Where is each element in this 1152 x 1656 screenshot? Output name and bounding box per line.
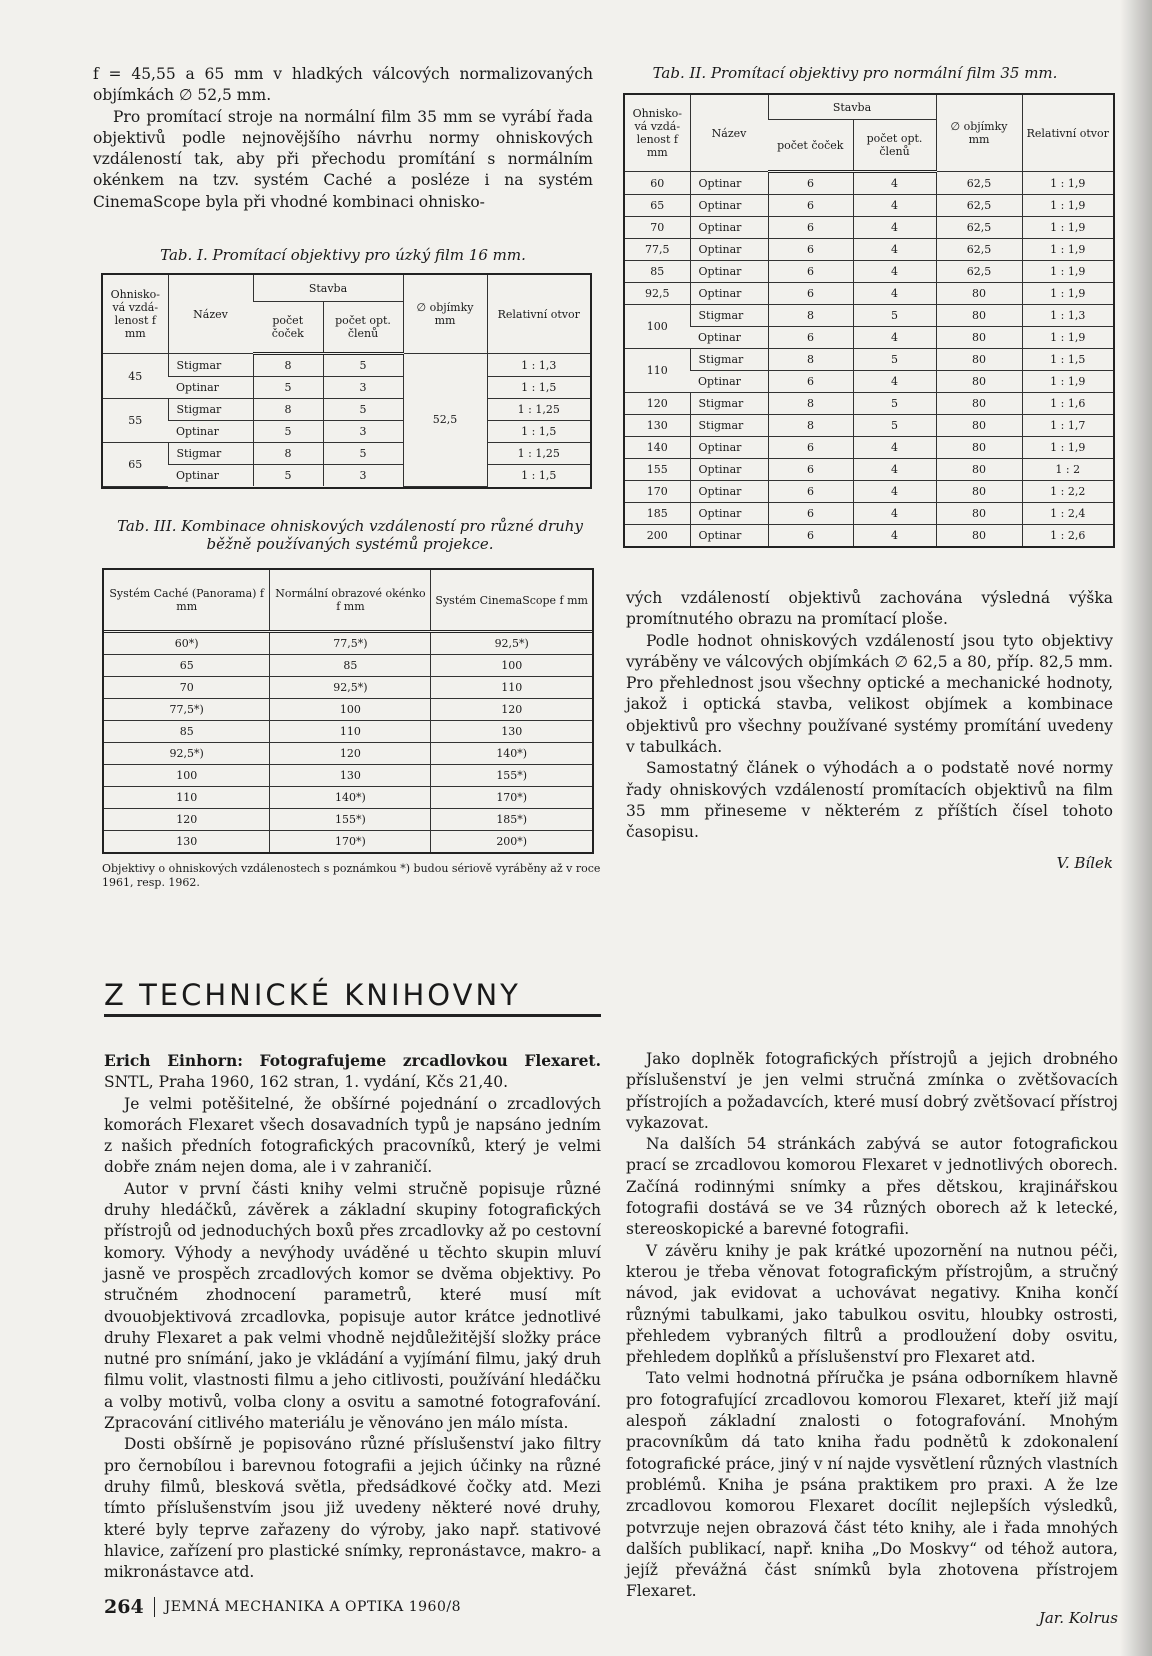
table-row xyxy=(625,481,1113,503)
tab3-scope-cell: 140*) xyxy=(431,743,592,765)
tab1-header-mount: ∅ objímky mm xyxy=(403,275,487,354)
tab2-name-cell: Stigmar xyxy=(690,349,768,371)
tab2-mount-cell: 80 xyxy=(936,481,1022,503)
tab2-mount-cell: 80 xyxy=(936,437,1022,459)
tab2-aperture-cell: 1 : 1,9 xyxy=(1022,283,1113,305)
tab1-focal-cell: 65 xyxy=(103,443,168,487)
table-row xyxy=(103,354,590,377)
tab1-lenses-cell: 5 xyxy=(253,465,323,487)
tab2-name-cell: Optinar xyxy=(690,437,768,459)
tab1-members-cell: 5 xyxy=(323,443,403,465)
intro-text xyxy=(93,64,593,213)
table-row xyxy=(104,699,592,721)
tab2-name-cell: Stigmar xyxy=(690,415,768,437)
tab3-normal-cell: 77,5*) xyxy=(270,632,431,655)
tab2-mount-cell: 80 xyxy=(936,459,1022,481)
tab1-name-cell: Stigmar xyxy=(168,443,253,465)
tab2-lenses-cell: 8 xyxy=(768,349,853,371)
tab3-normal-cell: 85 xyxy=(270,655,431,677)
tab3-scope-cell: 155*) xyxy=(431,765,592,787)
table-row xyxy=(625,525,1113,547)
right-paragraph-1: vých vzdáleností objektivů zachována výsledná výška promítnutého obrazu na promítací ploše. xyxy=(626,589,1113,629)
tab2-members-cell: 4 xyxy=(853,481,936,503)
tab3-cache-cell: 70 xyxy=(104,677,270,699)
tab2-name-cell: Optinar xyxy=(690,283,768,305)
table-row xyxy=(103,421,590,443)
tab2-name-cell: Optinar xyxy=(690,503,768,525)
tab2-mount-cell: 80 xyxy=(936,371,1022,393)
tab1-header-name: Název xyxy=(168,275,253,354)
tab2-lenses-cell: 6 xyxy=(768,217,853,239)
tab3-scope-cell: 170*) xyxy=(431,787,592,809)
tab3-cache-cell: 77,5*) xyxy=(104,699,270,721)
page-edge-shadow xyxy=(1120,0,1152,1656)
tab2-members-cell: 4 xyxy=(853,371,936,393)
tab2-focal-cell: 92,5 xyxy=(625,283,690,305)
tab3-header-scope: Systém CinemaScope f mm xyxy=(431,570,592,632)
tab1-caption: Tab. I. Promítací objektivy pro úzký film 16 mm. xyxy=(160,246,526,264)
table-row xyxy=(104,765,592,787)
tab2-header-members: počet opt. členů xyxy=(853,120,936,172)
tab1-lenses-cell: 8 xyxy=(253,399,323,421)
tab3-cache-cell: 85 xyxy=(104,721,270,743)
tab1-aperture-cell: 1 : 1,25 xyxy=(487,443,590,465)
table-row xyxy=(625,459,1113,481)
table-row xyxy=(625,305,1113,327)
tab3-cache-cell: 110 xyxy=(104,787,270,809)
tab2-members-cell: 4 xyxy=(853,172,936,195)
tab1-aperture-cell: 1 : 1,5 xyxy=(487,465,590,487)
tab2-aperture-cell: 1 : 1,9 xyxy=(1022,261,1113,283)
tab1-name-cell: Optinar xyxy=(176,469,219,482)
tab2-aperture-cell: 1 : 1,9 xyxy=(1022,195,1113,217)
tab3-caption: Tab. III. Kombinace ohniskových vzdáleností pro různé druhy běžně používaných systémů projekce. xyxy=(117,517,583,553)
tab2-focal-cell: 65 xyxy=(625,195,690,217)
table-row xyxy=(625,393,1113,415)
tab2-aperture-cell: 1 : 1,9 xyxy=(1022,437,1113,459)
table-row xyxy=(625,371,1113,393)
tab3-normal-cell: 110 xyxy=(270,721,431,743)
tab1-lenses-cell: 8 xyxy=(253,354,323,377)
tab3-normal-cell: 100 xyxy=(270,699,431,721)
tab2-caption: Tab. II. Promítací objektivy pro normální film 35 mm. xyxy=(652,64,1058,82)
tab2-header-mount: ∅ objímky mm xyxy=(936,95,1022,172)
tab1-focal-cell: 55 xyxy=(103,399,168,443)
page-footer xyxy=(104,1596,461,1618)
tab3-normal-cell: 120 xyxy=(270,743,431,765)
tab1-header-lenses: počet čoček xyxy=(253,302,323,354)
tab1-aperture-cell: 1 : 1,5 xyxy=(487,377,590,399)
intro-paragraph-2: Pro promítací stroje na normální film 35 mm se vyrábí řada objektivů podle nejnovějšího návrhu normy ohniskových vzdáleností tak, aby při přechodu promítání s normálním okénkem na tzv. systém Caché a posléze i na systém CinemaScope byla při vhodné kombinaci ohnisko- xyxy=(93,107,593,211)
tab2-header-focal: Ohnisko-vá vzdá-lenost f mm xyxy=(625,95,690,172)
tab2-name-cell: Optinar xyxy=(690,172,768,195)
tab2-lenses-cell: 6 xyxy=(768,172,853,195)
review-right-paragraph: Jako doplněk fotografických přístrojů a jejich drobného příslušenství je jen velmi stručná zmínka o zvětšovacích přístrojích a požadavcích, které musí dobrý zvětšovací přístroj vykazovat. xyxy=(626,1050,1118,1132)
tab1-members-cell: 3 xyxy=(323,421,403,443)
tab2-members-cell: 5 xyxy=(853,305,936,327)
tab1-name-cell: Stigmar xyxy=(168,399,253,421)
tab2-members-cell: 5 xyxy=(853,415,936,437)
tab1-mount-cell: 52,5 xyxy=(403,354,487,487)
tab2-mount-cell: 80 xyxy=(936,525,1022,547)
tab1-members-cell: 3 xyxy=(323,377,403,399)
tab2-name-cell: Optinar xyxy=(690,217,768,239)
table-row xyxy=(625,415,1113,437)
author-signature: V. Bílek xyxy=(1056,853,1113,872)
table-row xyxy=(625,195,1113,217)
tab2-mount-cell: 62,5 xyxy=(936,239,1022,261)
tab2-mount-cell: 62,5 xyxy=(936,172,1022,195)
review-right-paragraph: Na dalších 54 stránkách zabývá se autor fotografickou prací se zrcadlovou komorou Flexaret v jednotlivých oborech. Začíná rodinnými snímky a přes dětskou, krajinářskou fotografii dostává se ve 34 různých oborech až k letecké, stereoskopické a barevné fotografii. xyxy=(626,1135,1118,1239)
review-right-paragraph: Tato velmi hodnotná příručka je psána odborníkem hlavně pro fotografující zrcadlovou komorou Flexaret, kteří již mají alespoň základní znalosti o fotografování. Mnohým pracovníkům dá tato kniha řadu podnětů k zdokonalení fotografické práce, jiný v ní najde vysvětlení různých vlastních problémů. Kniha je psána praktikem pro praxi. A že lze zrcadlovou komorou Flexaret docílit nejlepších výsledků, potvrzuje nejen obrazová část této knihy, ale i řada mnohých dalších publikací, např. kniha „Do Moskvy“ od téhož autora, jejíž převážná část snímků byla zhotovena přístrojem Flexaret. xyxy=(626,1369,1118,1601)
tab2-lenses-cell: 8 xyxy=(768,305,853,327)
tab2-focal-cell: 70 xyxy=(625,217,690,239)
tab1-focal-cell: 45 xyxy=(103,354,168,399)
table-row xyxy=(103,399,590,421)
tab2-lenses-cell: 6 xyxy=(768,503,853,525)
tab2-members-cell: 4 xyxy=(853,239,936,261)
table-row xyxy=(104,677,592,699)
tab2-aperture-cell: 1 : 1,6 xyxy=(1022,393,1113,415)
page-number: 264 xyxy=(104,1596,144,1618)
tab1-header-focal: Ohnisko-vá vzdá-lenost f mm xyxy=(103,275,168,354)
tab1-table xyxy=(101,273,592,489)
right-text xyxy=(626,588,1113,872)
tab1-lenses-cell: 5 xyxy=(253,421,323,443)
table-row xyxy=(104,743,592,765)
tab3-table xyxy=(102,568,594,854)
tab3-scope-cell: 120 xyxy=(431,699,592,721)
tab2-members-cell: 4 xyxy=(853,437,936,459)
table-row xyxy=(625,239,1113,261)
right-paragraph-3: Samostatný článek o výhodách a o podstatě nové normy řady ohniskových vzdáleností promítacích objektivů na film 35 mm přineseme v některém z příštích čísel tohoto časopisu. xyxy=(626,759,1113,842)
tab3-scope-cell: 200*) xyxy=(431,831,592,853)
tab1-aperture-cell: 1 : 1,5 xyxy=(487,421,590,443)
tab2-aperture-cell: 1 : 2 xyxy=(1022,459,1113,481)
tab3-normal-cell: 155*) xyxy=(270,809,431,831)
tab2-header-name: Název xyxy=(690,95,768,172)
tab2-aperture-cell: 1 : 1,5 xyxy=(1022,349,1113,371)
review-right-paragraph: V závěru knihy je pak krátké upozornění na nutnou péči, kterou je třeba věnovat fotografickým přístrojům, a stručný návod, jak evidovat a uchovávat negativy. Kniha končí různými tabulkami, jako tabulkou osvitu, hloubky ostrosti, přehledem vybraných filtrů a prodloužení doby osvitu, přehledem doplňků a příslušenství pro Flexaret atd. xyxy=(626,1241,1118,1367)
tab1-aperture-cell: 1 : 1,25 xyxy=(487,399,590,421)
section-heading: Z TECHNICKÉ KNIHOVNY xyxy=(104,978,521,1012)
tab1-header-group: Stavba xyxy=(253,275,403,302)
review-right-column xyxy=(626,1049,1118,1627)
tab2-lenses-cell: 6 xyxy=(768,371,853,393)
tab2-name-cell: Optinar xyxy=(690,459,768,481)
tab2-focal-cell: 77,5 xyxy=(625,239,690,261)
tab2-mount-cell: 80 xyxy=(936,393,1022,415)
tab3-scope-cell: 130 xyxy=(431,721,592,743)
table-row xyxy=(104,809,592,831)
tab1-members-cell: 5 xyxy=(323,354,403,377)
tab2-lenses-cell: 6 xyxy=(768,195,853,217)
review-left-paragraph: Autor v první části knihy velmi stručně popisuje různé druhy hledáčků, závěrek a základní skupiny fotografických přístrojů od jednoduchých boxů přes zrcadlovky až po cestovní komory. Výhody a nevýhody uváděné u těchto skupin mluví jasně ve prospěch zrcadlových komor se dvěma objektivy. Po stručném zhodnocení parametrů, které musí mít dvouobjektivová zrcadlovka, popisuje autor krátce jednotlivé druhy Flexaret a pak velmi vhodně nejdůležitější složky práce nutné pro snímání, jako je vkládání a vyjímání filmu, jaký druh filmu volit, vlastnosti filmu a jeho citlivosti, používání hledáčku a volby motivů, volba clony a osvitu a samotné fotografování. Zpracování citlivého materiálu je věnováno jen málo místa. xyxy=(104,1179,601,1433)
tab2-focal-cell: 170 xyxy=(625,481,690,503)
tab2-aperture-cell: 1 : 2,6 xyxy=(1022,525,1113,547)
tab2-focal-cell: 130 xyxy=(625,415,690,437)
table-row xyxy=(104,632,592,655)
tab2-focal-cell: 140 xyxy=(625,437,690,459)
tab2-name-cell: Optinar xyxy=(690,261,768,283)
tab3-header-normal: Normální obrazové okénko f mm xyxy=(270,570,431,632)
tab2-name-cell: Optinar xyxy=(690,239,768,261)
table-row xyxy=(625,503,1113,525)
tab2-lenses-cell: 6 xyxy=(768,459,853,481)
tab2-focal-cell: 60 xyxy=(625,172,690,195)
tab2-mount-cell: 62,5 xyxy=(936,261,1022,283)
review-left-column xyxy=(104,1050,601,1583)
review-left-paragraph: Je velmi potěšitelné, že obšírné pojednání o zrcadlových komorách Flexaret všech dosavadních typů je napsáno jedním z našich předních fotografických pracovníků, který je velmi dobře znám nejen doma, ale i v zahraničí. xyxy=(104,1094,601,1177)
footer-divider xyxy=(154,1597,155,1617)
tab3-cache-cell: 65 xyxy=(104,655,270,677)
table-row xyxy=(625,283,1113,305)
review-citation-title: Erich Einhorn: Fotografujeme zrcadlovkou Flexaret. xyxy=(104,1051,601,1070)
table-row xyxy=(625,261,1113,283)
journal-title: JEMNÁ MECHANIKA A OPTIKA 1960/8 xyxy=(164,1599,461,1615)
tab1-header-aperture: Relativní otvor xyxy=(487,275,590,354)
intro-paragraph-1: f = 45,55 a 65 mm v hladkých válcových normalizovaných objímkách ∅ 52,5 mm. xyxy=(93,65,593,105)
tab2-members-cell: 5 xyxy=(853,393,936,415)
tab2-members-cell: 4 xyxy=(853,459,936,481)
review-signature: Jar. Kolrus xyxy=(1038,1608,1118,1627)
tab3-scope-cell: 110 xyxy=(431,677,592,699)
tab3-normal-cell: 92,5*) xyxy=(270,677,431,699)
tab2-members-cell: 4 xyxy=(853,217,936,239)
table-row xyxy=(104,655,592,677)
tab2-name-cell: Stigmar xyxy=(690,305,768,327)
table-row xyxy=(104,831,592,853)
tab2-focal-cell: 155 xyxy=(625,459,690,481)
tab3-cache-cell: 92,5*) xyxy=(104,743,270,765)
tab1-members-cell: 5 xyxy=(323,399,403,421)
tab2-members-cell: 5 xyxy=(853,349,936,371)
tab2-mount-cell: 80 xyxy=(936,327,1022,349)
tab1-lenses-cell: 8 xyxy=(253,443,323,465)
tab2-mount-cell: 62,5 xyxy=(936,195,1022,217)
tab2-mount-cell: 62,5 xyxy=(936,217,1022,239)
tab2-lenses-cell: 6 xyxy=(768,283,853,305)
tab3-cache-cell: 60*) xyxy=(104,632,270,655)
tab2-name-cell: Optinar xyxy=(690,195,768,217)
tab2-header-group: Stavba xyxy=(768,95,936,120)
tab2-lenses-cell: 6 xyxy=(768,261,853,283)
tab3-scope-cell: 100 xyxy=(431,655,592,677)
tab2-mount-cell: 80 xyxy=(936,415,1022,437)
tab1-aperture-cell: 1 : 1,3 xyxy=(487,354,590,377)
table-row xyxy=(625,172,1113,195)
tab2-mount-cell: 80 xyxy=(936,305,1022,327)
tab2-members-cell: 4 xyxy=(853,283,936,305)
tab2-aperture-cell: 1 : 2,2 xyxy=(1022,481,1113,503)
table-row xyxy=(103,443,590,465)
tab3-normal-cell: 130 xyxy=(270,765,431,787)
tab2-focal-cell: 110 xyxy=(625,349,690,393)
tab2-table xyxy=(623,93,1115,548)
tab2-members-cell: 4 xyxy=(853,327,936,349)
tab2-focal-cell: 100 xyxy=(625,305,690,349)
tab2-aperture-cell: 1 : 1,9 xyxy=(1022,172,1113,195)
tab2-lenses-cell: 6 xyxy=(768,327,853,349)
tab2-aperture-cell: 1 : 1,9 xyxy=(1022,217,1113,239)
section-rule xyxy=(104,1014,601,1017)
tab2-mount-cell: 80 xyxy=(936,503,1022,525)
right-paragraph-2: Podle hodnot ohniskových vzdáleností jsou tyto objektivy vyráběny ve válcových objímkách ∅ 62,5 a 80, příp. 82,5 mm. Pro přehlednost jsou všechny optické a mechanické hodnoty, jakož i optická stavba, velikost objímek a kombinace objektivů pro všechny používané systémy promítání uvedeny v tabulkách. xyxy=(626,631,1113,757)
tab2-lenses-cell: 6 xyxy=(768,437,853,459)
tab2-members-cell: 4 xyxy=(853,195,936,217)
tab2-lenses-cell: 6 xyxy=(768,239,853,261)
tab2-lenses-cell: 8 xyxy=(768,393,853,415)
tab3-normal-cell: 140*) xyxy=(270,787,431,809)
tab2-name-cell: Stigmar xyxy=(690,393,768,415)
tab2-lenses-cell: 8 xyxy=(768,415,853,437)
tab1-members-cell: 3 xyxy=(323,465,403,487)
tab2-members-cell: 4 xyxy=(853,503,936,525)
tab3-scope-cell: 92,5*) xyxy=(431,632,592,655)
tab2-aperture-cell: 1 : 1,9 xyxy=(1022,371,1113,393)
table-row xyxy=(625,349,1113,371)
tab3-cache-cell: 120 xyxy=(104,809,270,831)
table-row xyxy=(625,217,1113,239)
tab2-name-cell: Optinar xyxy=(690,371,768,393)
tab1-header-members: počet opt. členů xyxy=(323,302,403,354)
review-citation-details: SNTL, Praha 1960, 162 stran, 1. vydání, Kčs 21,40. xyxy=(104,1073,509,1092)
tab2-name-cell: Optinar xyxy=(690,327,768,349)
tab3-cache-cell: 130 xyxy=(176,835,198,848)
review-citation xyxy=(104,1050,601,1094)
table-row xyxy=(104,721,592,743)
tab2-header-lenses: počet čoček xyxy=(768,120,853,172)
table-row xyxy=(103,377,590,399)
table-row xyxy=(625,437,1113,459)
tab2-aperture-cell: 1 : 1,9 xyxy=(1022,327,1113,349)
tab2-aperture-cell: 1 : 1,9 xyxy=(1022,239,1113,261)
table-row xyxy=(104,787,592,809)
tab1-name-cell: Optinar xyxy=(168,377,253,399)
table-row xyxy=(625,327,1113,349)
tab2-members-cell: 4 xyxy=(853,261,936,283)
tab2-lenses-cell: 6 xyxy=(768,525,853,547)
tab3-footnote: Objektivy o ohniskových vzdálenostech s poznámkou *) budou sériově vyráběny až v roce 1961, resp. 1962. xyxy=(102,862,601,889)
tab2-focal-cell: 85 xyxy=(625,261,690,283)
tab2-name-cell: Optinar xyxy=(690,481,768,503)
tab2-aperture-cell: 1 : 1,3 xyxy=(1022,305,1113,327)
tab2-lenses-cell: 6 xyxy=(768,481,853,503)
tab3-normal-cell: 170*) xyxy=(270,831,431,853)
tab2-focal-cell: 200 xyxy=(646,529,668,542)
tab3-header-cache: Systém Caché (Panorama) f mm xyxy=(104,570,270,632)
tab1-name-cell: Stigmar xyxy=(168,354,253,377)
tab2-members-cell: 4 xyxy=(853,525,936,547)
tab2-header-aperture: Relativní otvor xyxy=(1022,95,1113,172)
tab2-aperture-cell: 1 : 1,7 xyxy=(1022,415,1113,437)
tab2-mount-cell: 80 xyxy=(936,283,1022,305)
tab2-name-cell: Optinar xyxy=(690,525,768,547)
table-row xyxy=(103,465,590,487)
tab1-name-cell: Optinar xyxy=(168,421,253,443)
tab3-scope-cell: 185*) xyxy=(431,809,592,831)
tab1-lenses-cell: 5 xyxy=(253,377,323,399)
tab2-focal-cell: 120 xyxy=(625,393,690,415)
review-left-paragraph: Dosti obšírně je popisováno různé příslušenství jako filtry pro černobílou i barevnou fotografii a jejich účinky na různé druhy filmů, blesková světla, předsádkové čočky atd. Mezi tímto příslušenstvím jsou již uvedeny některé nové druhy, které byly teprve zařazeny do výroby, jako např. stativové hlavice, zařízení pro plastické snímky, repronástavce, makro- a mikronástavce atd. xyxy=(104,1435,601,1582)
tab2-mount-cell: 80 xyxy=(936,349,1022,371)
tab3-cache-cell: 100 xyxy=(104,765,270,787)
tab2-aperture-cell: 1 : 2,4 xyxy=(1022,503,1113,525)
tab2-focal-cell: 185 xyxy=(625,503,690,525)
